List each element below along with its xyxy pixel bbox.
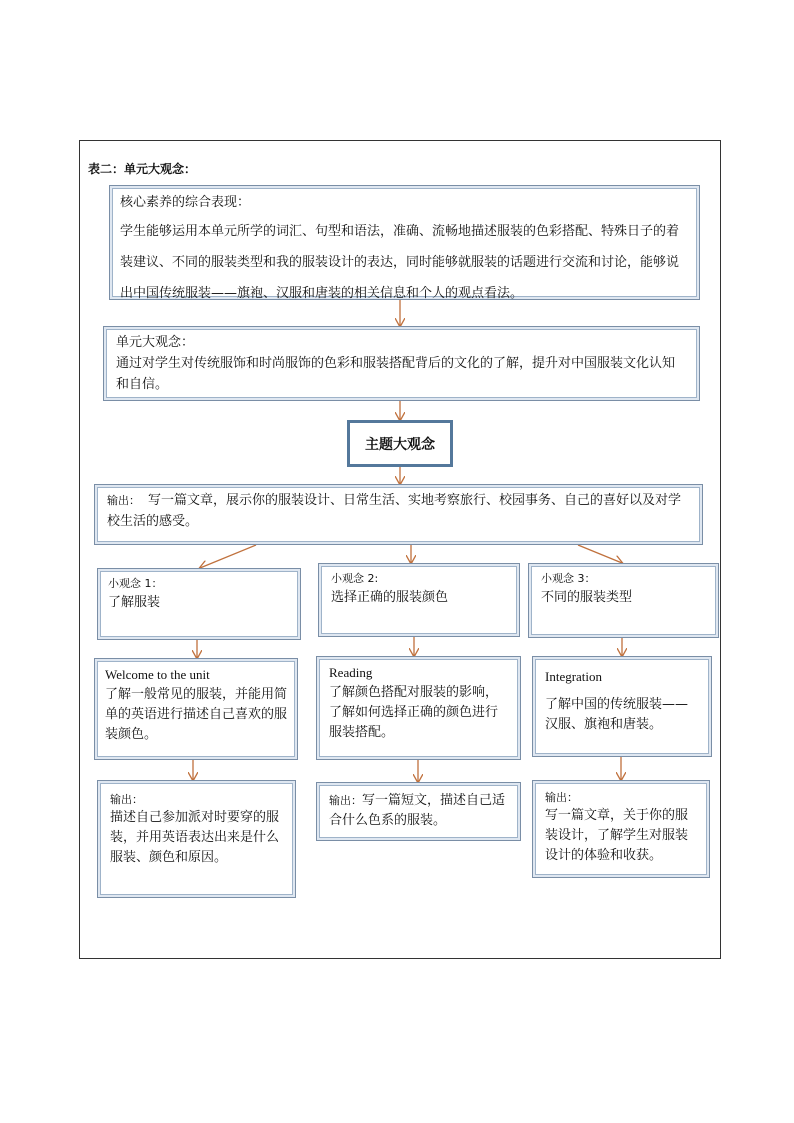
sub-idea-2-text: 选择正确的服装颜色 [331,589,449,605]
main-output-box [94,484,703,545]
core-competency-heading: 核心素养的综合表现： [120,195,251,210]
output-1-box [97,780,296,898]
theme-big-idea-box [347,420,453,467]
lesson-3-title: Integration [545,669,603,684]
lesson-2-title: Reading [329,665,373,680]
sub-idea-1-box [97,568,301,640]
main-output-label: 输出： [107,494,140,507]
output-3-box [532,780,710,878]
sub-idea-1-text: 了解服装 [108,594,161,610]
output-1-label: 输出： [110,793,143,806]
sub-idea-3-label: 小观念 3： [541,572,596,585]
arrow-output-to-col3 [578,545,622,563]
output-2-box [316,782,521,841]
arrow-output-to-col1 [200,545,256,568]
output-2-label: 输出： [329,794,362,807]
main-output-text: 写一篇文章，展示你的服装设计、日常生活、实地考察旅行、校园事务、自己的喜好以及对学校生活的感受。 [107,493,682,529]
core-competency-text: 学生能够运用本单元所学的词汇、句型和语法，准确、流畅地描述服装的色彩搭配、特殊日子的着装建议、不同的服装类型和我的服装设计的表达，同时能够就服装的话题进行交流和讨论，能够说出中国传统服装——旗袍、汉服和唐装的相关信息和个人的观点看法。 [120,223,680,302]
sub-idea-2-box [318,563,520,637]
table-title: 表二：单元大观念： [88,162,197,176]
output-2-text: 写一篇短文，描述自己适合什么色系的服装。 [329,793,506,829]
lesson-3-text: 了解中国的传统服装——汉服、旗袍和唐装。 [545,697,689,733]
sub-idea-2-label: 小观念 2: [331,572,379,585]
sub-idea-3-text: 不同的服装类型 [541,589,633,605]
lesson-1-text: 了解一般常见的服装，并能用简单的英语进行描述自己喜欢的服装颜色。 [105,687,288,743]
core-competency-box [109,185,700,300]
theme-big-idea-label: 主题大观念 [365,436,435,453]
lesson-2-text: 了解颜色搭配对服装的影响，了解如何选择正确的颜色进行服装搭配。 [329,685,499,741]
lesson-2-box [316,656,521,760]
lesson-1-box [94,658,298,760]
sub-idea-1-label: 小观念 1： [108,577,163,590]
output-3-label: 输出： [545,791,578,804]
lesson-3-box [532,656,712,757]
unit-big-idea-box [103,326,700,401]
output-3-text: 写一篇文章，关于你的服装设计，了解学生对服装设计的体验和收获。 [545,808,689,864]
unit-big-idea-heading: 单元大观念： [116,335,195,350]
lesson-1-title: Welcome to the unit [105,667,210,682]
output-1-text: 描述自己参加派对时要穿的服装，并用英语表达出来是什么服装、颜色和原因。 [110,810,280,866]
unit-big-idea-text: 通过对学生对传统服饰和时尚服饰的色彩和服装搭配背后的文化的了解，提升对中国服装文化认知和自信。 [116,355,676,392]
sub-idea-3-box [528,563,719,638]
